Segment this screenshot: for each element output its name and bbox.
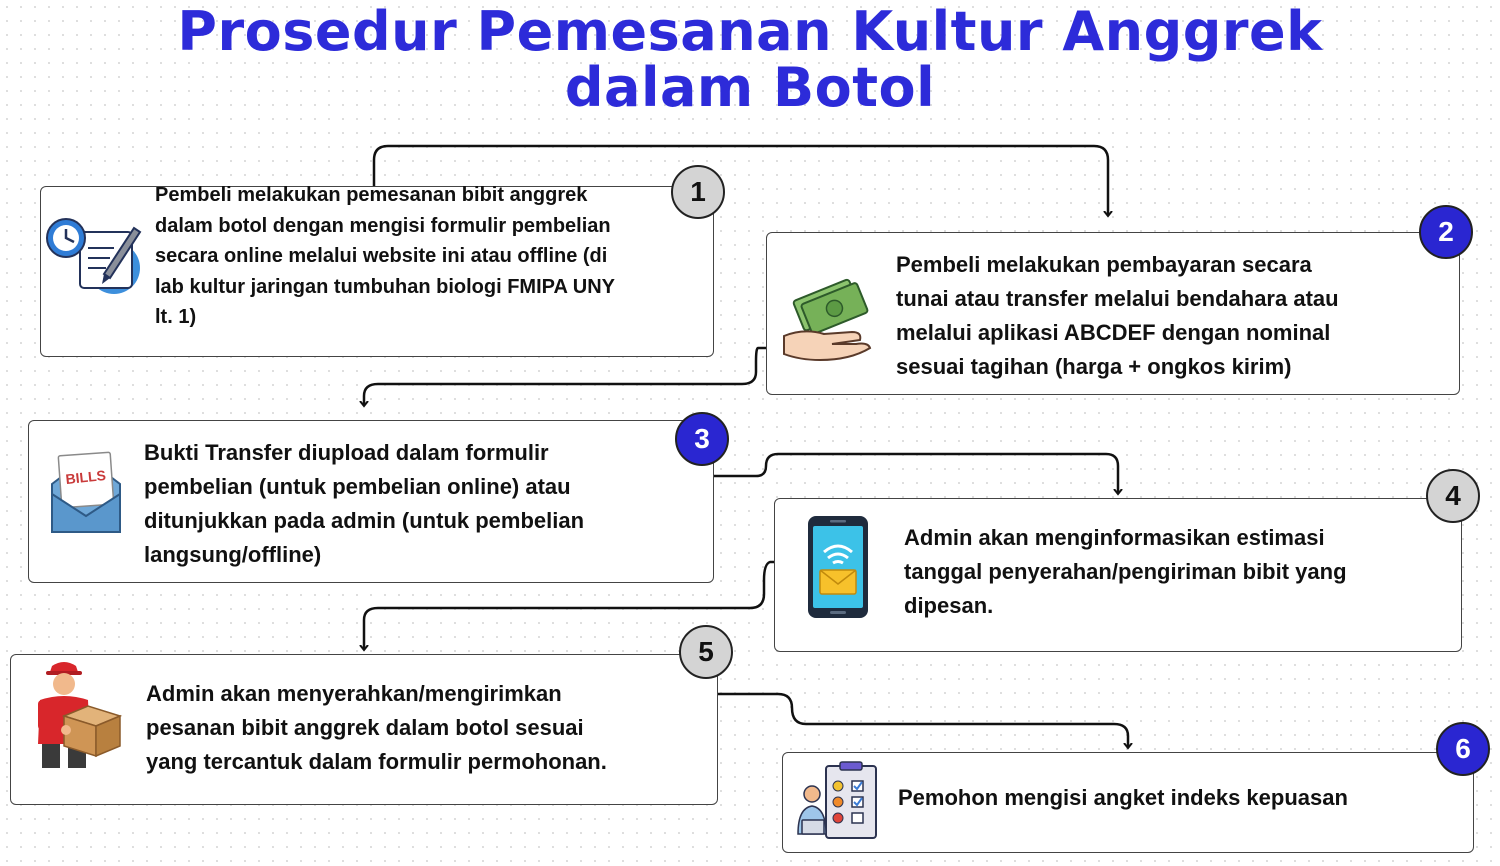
step-2-line: sesuai tagihan (harga + ongkos kirim) xyxy=(896,354,1292,379)
step-5-line: Admin akan menyerahkan/mengirimkan xyxy=(146,681,562,706)
step-3-line: ditunjukkan pada admin (untuk pembelian xyxy=(144,508,585,533)
step-4-line: Admin akan menginformasikan estimasi xyxy=(904,525,1325,550)
step-2-number: 2 xyxy=(1438,216,1454,247)
step-1-line: lt. 1) xyxy=(155,306,197,328)
step-4-line: tanggal penyerahan/pengiriman bibit yang xyxy=(904,559,1347,584)
step-1-line: lab kultur jaringan tumbuhan biologi FMIPA UNY xyxy=(155,275,615,298)
step-3-number: 3 xyxy=(694,423,710,454)
connector-5-6 xyxy=(718,694,1128,748)
step-1-number: 1 xyxy=(690,176,706,207)
clock-pencil-form-icon xyxy=(44,214,142,302)
money-hand-icon xyxy=(780,274,876,364)
step-4-line: dipesan. xyxy=(904,593,994,618)
step-3-line: Bukti Transfer diupload dalam formulir xyxy=(144,440,549,465)
connector-3-4 xyxy=(714,454,1118,494)
title-line-2: dalam Botol xyxy=(564,56,936,119)
step-4-text xyxy=(904,521,1460,623)
survey-clipboard-icon xyxy=(796,760,880,840)
step-1-line: dalam botol dengan mengisi formulir pembelian xyxy=(155,214,611,237)
step-3-line: langsung/offline) xyxy=(144,542,322,567)
bills-label: BILLS xyxy=(64,466,107,488)
step-5-number: 5 xyxy=(698,636,714,667)
step-1-line: secara online melalui website ini atau offline (di xyxy=(155,245,608,267)
step-1-badge xyxy=(671,165,725,219)
step-2-line: melalui aplikasi ABCDEF dengan nominal xyxy=(896,320,1331,345)
step-5-badge xyxy=(679,625,733,679)
title-line-1: Prosedur Pemesanan Kultur Anggrek xyxy=(177,0,1323,63)
step-6-badge xyxy=(1436,722,1490,776)
step-2-badge xyxy=(1419,205,1473,259)
step-2-text xyxy=(896,248,1456,384)
step-1-line: Pembeli melakukan pemesanan bibit anggrek xyxy=(155,184,588,206)
delivery-man-icon xyxy=(34,660,124,772)
step-6-number: 6 xyxy=(1455,733,1471,764)
bills-envelope-icon xyxy=(48,450,124,536)
step-3-badge xyxy=(675,412,729,466)
step-4-badge xyxy=(1426,469,1480,523)
step-6-text xyxy=(898,781,1458,815)
step-5-line: yang tercantuk dalam formulir permohonan. xyxy=(146,749,607,774)
step-6-line: Pemohon mengisi angket indeks kepuasan xyxy=(898,785,1348,810)
step-5-line: pesanan bibit anggrek dalam botol sesuai xyxy=(146,715,584,740)
step-3-line: pembelian (untuk pembelian online) atau xyxy=(144,474,571,499)
step-1-text xyxy=(155,180,715,333)
smartphone-mail-icon xyxy=(806,514,870,620)
step-3-text xyxy=(144,436,704,572)
step-2-line: tunai atau transfer melalui bendahara atau xyxy=(896,286,1339,311)
step-4-number: 4 xyxy=(1445,480,1461,511)
step-5-text xyxy=(146,677,712,779)
step-2-line: Pembeli melakukan pembayaran secara xyxy=(896,252,1312,277)
